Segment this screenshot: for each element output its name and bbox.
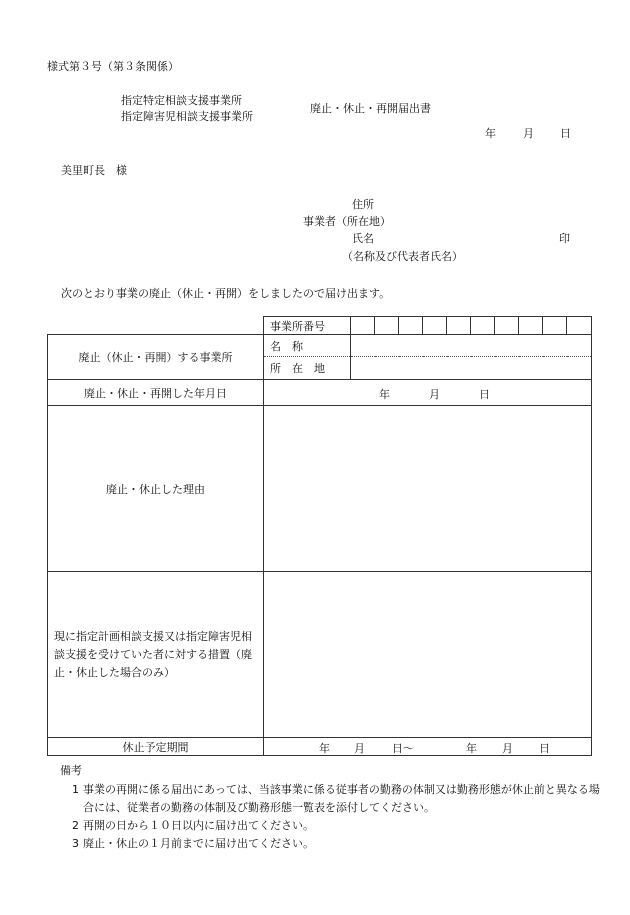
measures-label: 現に指定計画相談支援又は指定障害児相談支援を受けていた者に対する措置（廃止・休止した場合のみ） bbox=[48, 572, 264, 738]
addressee: 美里町長 様 bbox=[61, 164, 127, 177]
seal-mark: 印 bbox=[559, 232, 570, 245]
period-end-month: 月 bbox=[502, 742, 513, 755]
office-number-label: 事業所番号 bbox=[264, 317, 351, 335]
name-label: 氏名 bbox=[352, 232, 374, 245]
office-number-digit-6[interactable] bbox=[471, 317, 495, 335]
office-location-field[interactable] bbox=[351, 357, 592, 380]
office-number-digit-5[interactable] bbox=[447, 317, 471, 335]
period-end-year: 年 bbox=[466, 742, 477, 755]
form-number: 様式第３号（第３条関係） bbox=[47, 60, 179, 73]
office-number-digit-2[interactable] bbox=[375, 317, 399, 335]
reason-field[interactable] bbox=[264, 406, 592, 572]
statement: 次のとおり事業の廃止（休止・再開）をしましたので届け出ます。 bbox=[61, 287, 391, 300]
document-title: 廃止・休止・再開届出書 bbox=[310, 102, 431, 115]
note-item-2 bbox=[60, 817, 600, 835]
event-date-label: 廃止・休止・再開した年月日 bbox=[48, 380, 264, 406]
name-note: （名称及び代表者氏名） bbox=[342, 250, 463, 263]
office-number-digit-9[interactable] bbox=[543, 317, 567, 335]
address-label: 住所 bbox=[352, 198, 374, 211]
blank-corner bbox=[48, 317, 264, 335]
notification-table bbox=[47, 316, 592, 756]
period-start-year: 年 bbox=[319, 742, 330, 755]
event-date-year: 年 bbox=[379, 388, 390, 401]
note-text-1: 事業の再開に係る届出にあっては、当該事業に係る従事者の勤務の体制又は勤務形態が休止前と異なる場合には、従業者の勤務の体制及び勤務形態一覧表を添付してください。 bbox=[83, 783, 600, 814]
office-number-digit-3[interactable] bbox=[399, 317, 423, 335]
office-number-digit-7[interactable] bbox=[495, 317, 519, 335]
notes-section bbox=[60, 762, 600, 853]
office-name-field[interactable] bbox=[351, 335, 592, 357]
note-text-3: 廃止・休止の１月前までに届け出てください。 bbox=[83, 837, 314, 850]
submission-month: 月 bbox=[523, 127, 534, 140]
note-item-3 bbox=[60, 835, 600, 853]
note-number-2: 2 bbox=[72, 819, 79, 832]
measures-field[interactable] bbox=[264, 572, 592, 738]
event-date-month: 月 bbox=[429, 388, 440, 401]
office-number-digit-10[interactable] bbox=[567, 317, 592, 335]
note-item-1 bbox=[60, 781, 600, 817]
office-name-label: 名 称 bbox=[264, 335, 351, 357]
office-type-1: 指定特定相談支援事業所 bbox=[121, 94, 242, 107]
office-number-digit-4[interactable] bbox=[423, 317, 447, 335]
period-end-day: 日 bbox=[539, 742, 550, 755]
office-type-2: 指定障害児相談支援事業所 bbox=[121, 110, 253, 123]
reason-label: 廃止・休止した理由 bbox=[48, 406, 264, 572]
event-date-field[interactable] bbox=[264, 380, 592, 406]
office-number-digit-1[interactable] bbox=[351, 317, 375, 335]
note-text-2: 再開の日から１０日以内に届け出てください。 bbox=[83, 819, 314, 832]
period-start-month: 月 bbox=[354, 742, 365, 755]
office-number-digit-8[interactable] bbox=[519, 317, 543, 335]
office-location-label: 所 在 地 bbox=[264, 357, 351, 380]
period-start-day: 日～ bbox=[392, 742, 414, 755]
target-office-label: 廃止（休止・再開）する事業所 bbox=[48, 335, 264, 380]
operator-label: 事業者（所在地） bbox=[303, 215, 391, 228]
note-number-3: 3 bbox=[72, 837, 79, 850]
notes-title: 備考 bbox=[60, 764, 82, 777]
suspension-period-field[interactable] bbox=[264, 738, 592, 756]
event-date-day: 日 bbox=[479, 388, 490, 401]
suspension-period-label: 休止予定期間 bbox=[48, 738, 264, 756]
note-number-1: 1 bbox=[72, 783, 79, 796]
submission-day: 日 bbox=[560, 127, 571, 140]
submission-year: 年 bbox=[485, 127, 496, 140]
